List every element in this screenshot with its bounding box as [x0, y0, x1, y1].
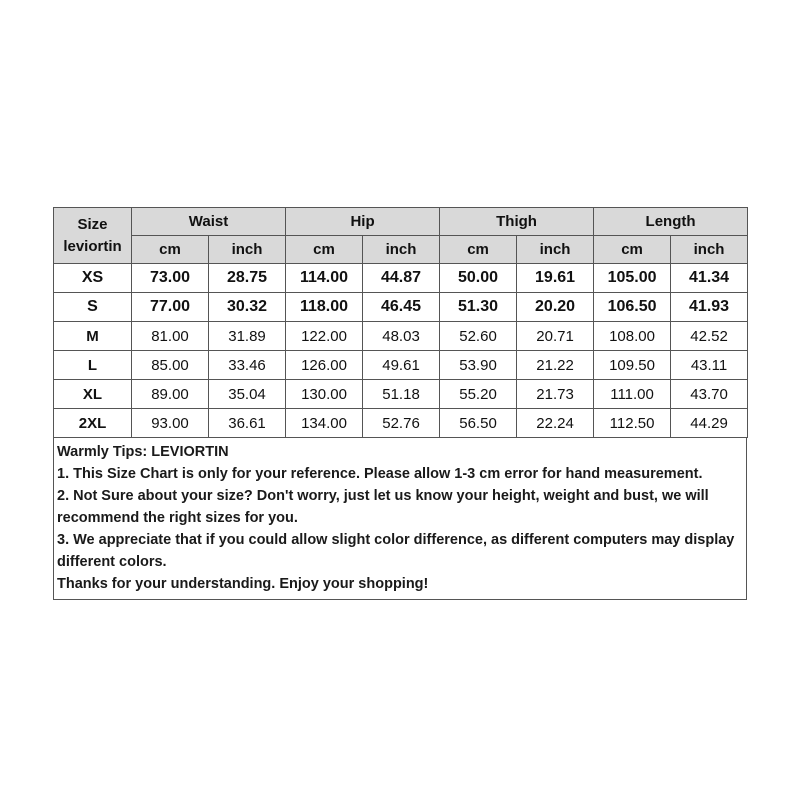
waist-header: Waist [132, 208, 286, 236]
size-table [53, 207, 748, 438]
measurement-cell: 22.24 [517, 409, 594, 438]
unit-header: cm [594, 236, 671, 264]
unit-header: inch [517, 236, 594, 264]
measurement-cell: 35.04 [209, 380, 286, 409]
measurement-cell: 21.22 [517, 351, 594, 380]
measurement-cell: 53.90 [440, 351, 517, 380]
unit-header: cm [286, 236, 363, 264]
measurement-cell: 118.00 [286, 293, 363, 322]
measurement-cell: 81.00 [132, 322, 209, 351]
measurement-cell: 112.50 [594, 409, 671, 438]
measurement-cell: 51.18 [363, 380, 440, 409]
measurement-cell: 89.00 [132, 380, 209, 409]
measurement-cell: 134.00 [286, 409, 363, 438]
size-chart [53, 207, 747, 600]
measurement-cell: 36.61 [209, 409, 286, 438]
measurement-cell: 19.61 [517, 264, 594, 293]
length-header: Length [594, 208, 748, 236]
table-row [54, 322, 748, 351]
table-row [54, 264, 748, 293]
unit-header: inch [363, 236, 440, 264]
size-label: L [54, 351, 132, 380]
measurement-cell: 52.60 [440, 322, 517, 351]
measurement-cell: 114.00 [286, 264, 363, 293]
measurement-cell: 105.00 [594, 264, 671, 293]
measurement-cell: 49.61 [363, 351, 440, 380]
measurement-cell: 122.00 [286, 322, 363, 351]
size-label: 2XL [54, 409, 132, 438]
table-row [54, 293, 748, 322]
measurement-cell: 43.11 [671, 351, 748, 380]
table-body [54, 264, 748, 438]
measurement-cell: 30.32 [209, 293, 286, 322]
measurement-cell: 20.20 [517, 293, 594, 322]
size-header-label: Size [77, 215, 108, 233]
thigh-header: Thigh [440, 208, 594, 236]
tips-line-1: 1. This Size Chart is only for your reference. Please allow 1-3 cm error for hand measurement. [57, 466, 703, 482]
tips-line-3b: different colors. [57, 554, 167, 570]
measurement-cell: 56.50 [440, 409, 517, 438]
measurement-cell: 111.00 [594, 380, 671, 409]
tips-heading: Warmly Tips: LEVIORTIN [57, 444, 229, 460]
brand-header-label: leviortin [63, 237, 122, 255]
table-row [54, 409, 748, 438]
unit-header: cm [132, 236, 209, 264]
measurement-cell: 43.70 [671, 380, 748, 409]
measurement-cell: 73.00 [132, 264, 209, 293]
unit-header: inch [209, 236, 286, 264]
table-row [54, 351, 748, 380]
size-header-cell [54, 208, 132, 264]
size-label: M [54, 322, 132, 351]
measurement-cell: 109.50 [594, 351, 671, 380]
measurement-cell: 55.20 [440, 380, 517, 409]
unit-header: inch [671, 236, 748, 264]
unit-header: cm [440, 236, 517, 264]
measurement-cell: 20.71 [517, 322, 594, 351]
hip-header: Hip [286, 208, 440, 236]
measurement-cell: 108.00 [594, 322, 671, 351]
measurement-cell: 41.93 [671, 293, 748, 322]
tips-line-2b: recommend the right sizes for you. [57, 510, 298, 526]
measurement-cell: 33.46 [209, 351, 286, 380]
measurement-cell: 28.75 [209, 264, 286, 293]
tips-line-3a: 3. We appreciate that if you could allow slight color difference, as different computers may display [57, 532, 735, 548]
size-label: S [54, 293, 132, 322]
measurement-cell: 46.45 [363, 293, 440, 322]
measurement-cell: 42.52 [671, 322, 748, 351]
tips-closing: Thanks for your understanding. Enjoy your shopping! [57, 576, 429, 592]
measurement-cell: 77.00 [132, 293, 209, 322]
measurement-cell: 130.00 [286, 380, 363, 409]
table-row [54, 380, 748, 409]
measurement-cell: 126.00 [286, 351, 363, 380]
measurement-cell: 50.00 [440, 264, 517, 293]
size-label: XL [54, 380, 132, 409]
measurement-cell: 41.34 [671, 264, 748, 293]
measurement-cell: 48.03 [363, 322, 440, 351]
tips-box [53, 438, 747, 600]
measurement-cell: 31.89 [209, 322, 286, 351]
measurement-cell: 93.00 [132, 409, 209, 438]
measurement-cell: 51.30 [440, 293, 517, 322]
measurement-cell: 85.00 [132, 351, 209, 380]
measurement-cell: 44.29 [671, 409, 748, 438]
size-label: XS [54, 264, 132, 293]
tips-line-2a: 2. Not Sure about your size? Don't worry, just let us know your height, weight and bust, we will [57, 488, 709, 504]
measurement-cell: 52.76 [363, 409, 440, 438]
measurement-cell: 21.73 [517, 380, 594, 409]
measurement-cell: 44.87 [363, 264, 440, 293]
measurement-cell: 106.50 [594, 293, 671, 322]
